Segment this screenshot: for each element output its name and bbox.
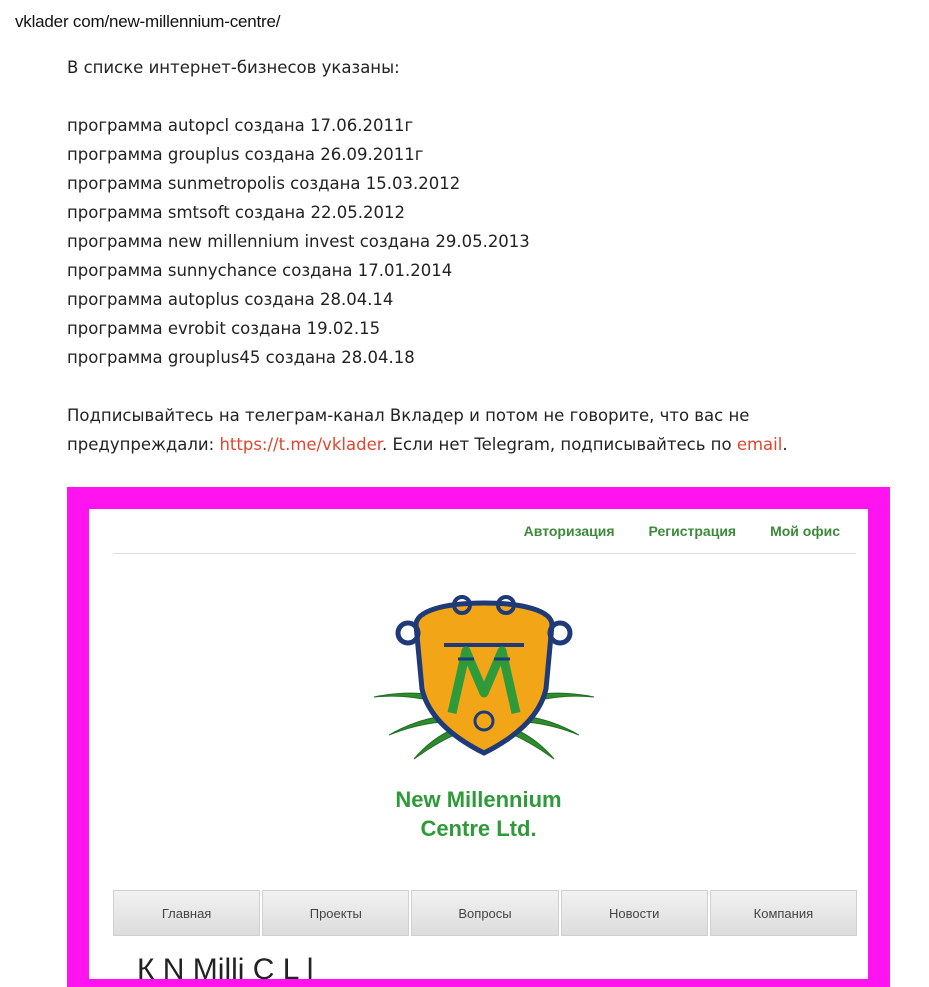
- list-item: программа autoplus создана 28.04.14: [67, 290, 394, 309]
- list-item: программа autopcl создана 17.06.2011г: [67, 116, 414, 135]
- nav-tab-projects[interactable]: Проекты: [262, 890, 409, 936]
- list-item: программа evrobit создана 19.02.15: [67, 319, 381, 338]
- nav-tab-home[interactable]: Главная: [113, 890, 260, 936]
- cta-text: .: [782, 435, 788, 454]
- register-link[interactable]: Регистрация: [648, 523, 737, 539]
- list-item: программа sunnychance создана 17.01.2014: [67, 261, 453, 280]
- my-office-link[interactable]: Мой офис: [770, 523, 840, 539]
- nav-tab-company[interactable]: Компания: [710, 890, 857, 936]
- telegram-link[interactable]: https://t.me/vklader: [219, 435, 383, 454]
- embedded-site-screenshot: [89, 509, 868, 986]
- intro-text: В списке интернет-бизнесов указаны:: [67, 58, 400, 77]
- brand-name: [89, 785, 868, 843]
- program-list: [67, 111, 867, 372]
- list-item: программа new millennium invest создана 29.05.2013: [67, 232, 530, 251]
- page-url: vklader com/new-millennium-centre/: [15, 12, 281, 31]
- site-main-nav: [113, 890, 857, 936]
- article: [67, 53, 867, 459]
- list-item: программа smtsoft создана 22.05.2012: [67, 203, 406, 222]
- company-logo-icon: [374, 593, 594, 773]
- email-link[interactable]: email: [736, 435, 783, 454]
- nav-tab-news[interactable]: Новости: [561, 890, 708, 936]
- divider: [113, 553, 856, 554]
- login-link[interactable]: Авторизация: [523, 523, 615, 539]
- list-item: программа grouplus45 создана 28.04.18: [67, 348, 415, 367]
- subscribe-paragraph: [67, 401, 867, 459]
- list-item: программа grouplus создана 26.09.2011г: [67, 145, 424, 164]
- list-item: программа sunmetropolis создана 15.03.2012: [67, 174, 461, 193]
- cta-text: . Если нет Telegram, подписывайтесь по: [382, 435, 737, 454]
- site-top-nav: [524, 523, 840, 539]
- nav-tab-questions[interactable]: Вопросы: [411, 890, 558, 936]
- page-heading-cut-off: К N Milli C L l: [137, 953, 314, 986]
- brand-line: Centre Ltd.: [420, 816, 537, 841]
- brand-line: New Millennium: [395, 787, 562, 812]
- screenshot-frame: [67, 487, 890, 987]
- cta-text: Подписывайтесь на телеграм-канал Вкладер и потом не говорите, что вас не предупреждали:: [67, 406, 750, 454]
